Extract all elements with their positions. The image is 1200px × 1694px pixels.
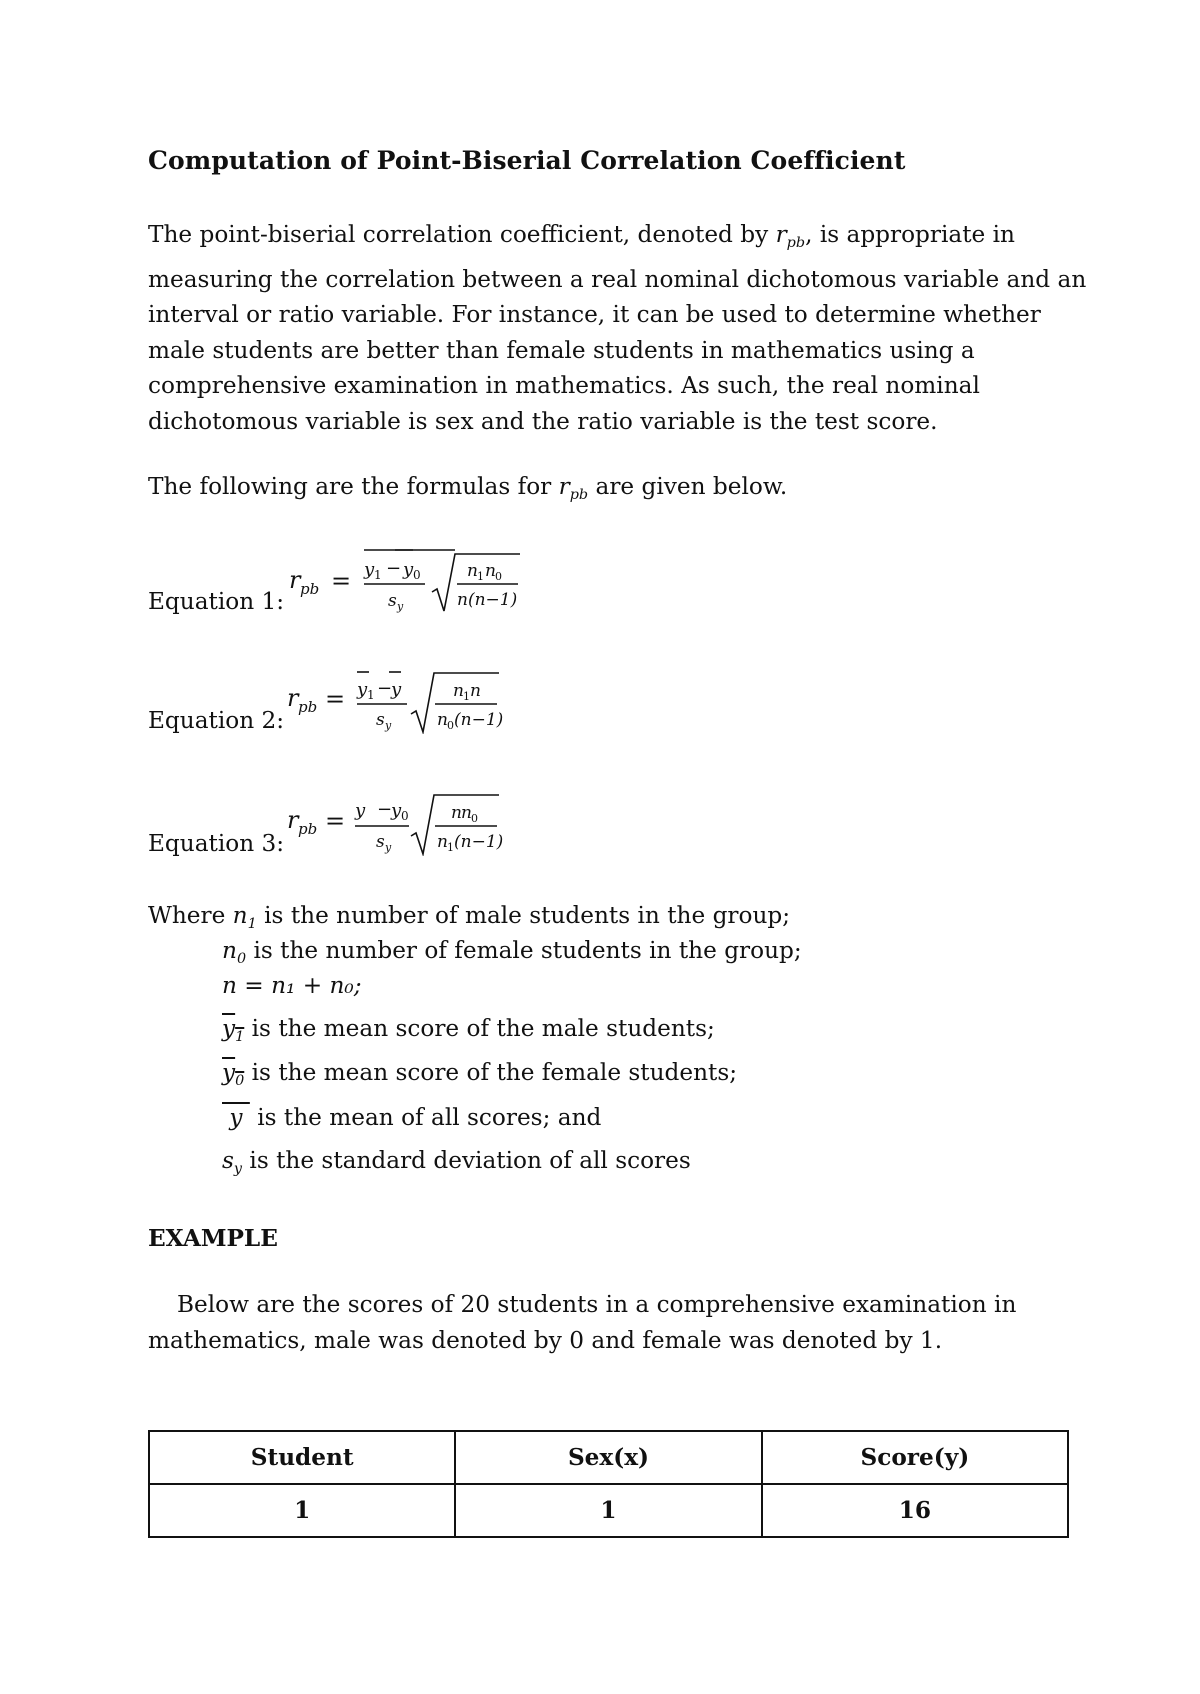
table-cell: 1 (149, 1484, 455, 1537)
svg-text:0: 0 (413, 568, 421, 582)
equation-1-label: Equation 1: (148, 588, 285, 615)
rpb-symbol: $r_{pb}$ (558, 473, 589, 504)
svg-text:y: y (364, 559, 375, 580)
svg-text:pb: pb (298, 820, 318, 838)
svg-text:1: 1 (447, 841, 454, 854)
svg-text:−: − (386, 558, 402, 579)
svg-text:pb: pb (298, 698, 318, 716)
svg-text:s: s (376, 710, 385, 730)
svg-text:0: 0 (495, 570, 502, 583)
example-paragraph: Below are the scores of 20 students in a comprehensive examination in mathematics, male was denoted by 0 and female was denoted by 1. (148, 1291, 1017, 1354)
svg-text:=: = (325, 807, 346, 835)
formulas-intro: The following are the formulas for $r_{pb}$ are given below. (148, 473, 788, 504)
equation-2-formula (285, 662, 520, 734)
definition-y1: $y_1$ is the mean score of the male students; (222, 1015, 715, 1046)
svg-text:(n−1): (n−1) (454, 832, 504, 852)
definition-ybar: y is the mean of all scores; and (222, 1104, 602, 1131)
definition-y0: $y_0$ is the mean score of the female students; (222, 1059, 738, 1090)
svg-text:n: n (461, 803, 472, 823)
svg-text:1: 1 (463, 690, 470, 703)
svg-text:y: y (385, 841, 392, 854)
svg-text:r: r (287, 806, 299, 834)
svg-text:y: y (357, 679, 368, 700)
intro-text-start: The point-biserial correlation coefficient, denoted by (148, 221, 776, 248)
svg-text:0: 0 (401, 809, 409, 823)
svg-text:y: y (397, 600, 404, 613)
table-header-row (149, 1431, 1068, 1484)
definition-n1: Where $n_1$ is the number of male students in the group; (148, 902, 791, 933)
example-heading: EXAMPLE (148, 1225, 278, 1252)
svg-text:1: 1 (367, 688, 375, 702)
equation-3-label: Equation 3: (148, 830, 285, 857)
svg-text:n: n (451, 803, 462, 823)
svg-text:s: s (376, 832, 385, 852)
scores-table (148, 1430, 1069, 1538)
svg-text:y: y (391, 679, 402, 700)
svg-text:y: y (403, 559, 414, 580)
svg-text:1: 1 (374, 568, 382, 582)
svg-text:pb: pb (300, 580, 320, 598)
svg-text:n: n (437, 832, 448, 852)
svg-text:n: n (467, 561, 478, 581)
table-row (149, 1484, 1068, 1537)
definition-sy: $s_y$ is the standard deviation of all scores (222, 1147, 691, 1178)
svg-text:y: y (355, 800, 366, 821)
svg-text:1: 1 (477, 570, 484, 583)
svg-text:y: y (391, 800, 402, 821)
definition-n0: $n_0$ is the number of female students in the group; (222, 937, 802, 968)
svg-text:=: = (325, 685, 346, 713)
svg-text:r: r (289, 566, 301, 594)
svg-text:n: n (485, 561, 496, 581)
table-header-cell: Sex(x) (455, 1431, 761, 1484)
svg-text:s: s (388, 591, 397, 611)
table-cell: 1 (455, 1484, 761, 1537)
equation-1-formula (285, 542, 530, 614)
svg-text:=: = (331, 567, 352, 595)
svg-text:n: n (453, 681, 464, 701)
table-cell: 16 (762, 1484, 1068, 1537)
svg-text:n: n (437, 710, 448, 730)
svg-text:−: − (377, 799, 393, 820)
rpb-symbol: $r_{pb}$ (775, 221, 806, 252)
svg-text:r: r (287, 684, 299, 712)
equation-3-formula (285, 784, 520, 856)
equation-2-label: Equation 2: (148, 707, 285, 734)
svg-text:−: − (377, 678, 393, 699)
svg-text:(n−1): (n−1) (454, 710, 504, 730)
table-header-cell: Student (149, 1431, 455, 1484)
svg-text:0: 0 (447, 719, 454, 732)
svg-text:y: y (385, 719, 392, 732)
table-header-cell: Score(y) (762, 1431, 1068, 1484)
intro-text-end: , is appropriate in measuring the correlation between a real nominal dichotomous variable and an interval or ratio variable. For instance, it can be used to determine whether male students are better than female students in mathematics using a comprehensive examination in mathematics. As such, the real nominal dichotomous variable is sex and the ratio variable is the test score. (148, 221, 1087, 435)
definition-n: n = n₁ + n₀; (222, 972, 362, 999)
svg-text:0: 0 (471, 812, 478, 825)
svg-text:n(n−1): n(n−1) (457, 590, 518, 610)
document-title: Computation of Point-Biserial Correlation Coefficient (148, 146, 906, 175)
intro-paragraph (148, 217, 1098, 440)
svg-text:n: n (470, 681, 481, 701)
